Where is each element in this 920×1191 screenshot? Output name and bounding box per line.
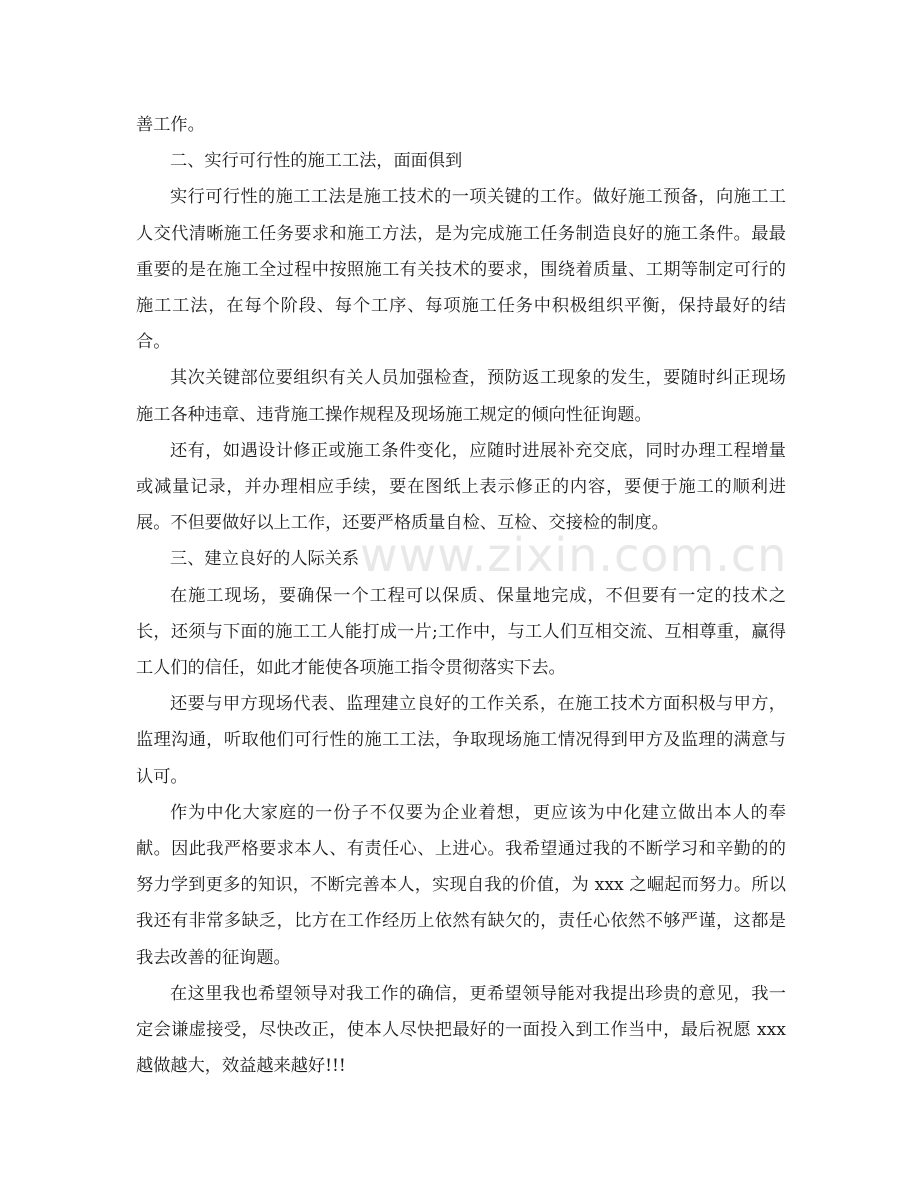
section-heading-3: 三、建立良好的人际关系 <box>170 549 360 570</box>
paragraph: 作为中化大家庭的一份子不仅要为企业着想，更应该为中化建立做出本人的奉献。因此我严格要求本人、有责任心、上进心。我希望通过我的不断学习和辛勤的的努力学到更多的知识，不断完善本人，实现自我的价值，为 xxx 之崛起而努力。所以我还有非常多缺乏，比方在工作经历上依然有缺欠的，责任心依然不够严谨，这都是我去改善的征询题。 <box>136 802 786 968</box>
paragraph-continuation: 善工作。 <box>136 115 205 135</box>
document-body <box>136 107 786 1084</box>
paragraph: 还有，如遇设计修正或施工条件变化，应随时进展补充交底，同时办理工程增量或减量记录，并办理相应手续，要在图纸上表示修正的内容，要便于施工的顺利进展。不但要做好以上工作，还要严格质量自检、互检、交接检的制度。 <box>136 440 786 534</box>
paragraph: 其次关键部位要组织有关人员加强检查，预防返工现象的发生，要随时纠正现场施工各种违章、违背施工操作规程及现场施工规定的倾向性征询题。 <box>136 368 786 425</box>
paragraph: 在施工现场，要确保一个工程可以保质、保量地完成，不但要有一定的技术之长，还须与下面的施工工人能打成一片;工作中，与工人们互相交流、互相尊重，赢得工人们的信任，如此才能使各项施工指令贯彻落实下去。 <box>136 585 786 679</box>
paragraph: 实行可行性的施工工法是施工技术的一项关键的工作。做好施工预备，向施工工人交代清晰施工任务要求和施工方法，是为完成施工任务制造良好的施工条件。最最重要的是在施工全过程中按照施工有关技术的要求，围绕着质量、工期等制定可行的施工工法，在每个阶段、每个工序、每项施工任务中积极组织平衡，保持最好的结合。 <box>136 187 786 353</box>
paragraph: 在这里我也希望领导对我工作的确信，更希望领导能对我提出珍贵的意见，我一定会谦虚接受，尽快改正，使本人尽快把最好的一面投入到工作当中，最后祝愿 xxx 越做越大，效益越来越好!!! <box>136 983 786 1077</box>
paragraph: 还要与甲方现场代表、监理建立良好的工作关系，在施工技术方面积极与甲方，监理沟通，听取他们可行性的施工工法，争取现场施工情况得到甲方及监理的满意与认可。 <box>136 694 786 787</box>
watermark-text: www.zixin.com.cn <box>360 528 788 582</box>
section-heading-2: 二、实行可行性的施工工法，面面俱到 <box>170 151 463 172</box>
